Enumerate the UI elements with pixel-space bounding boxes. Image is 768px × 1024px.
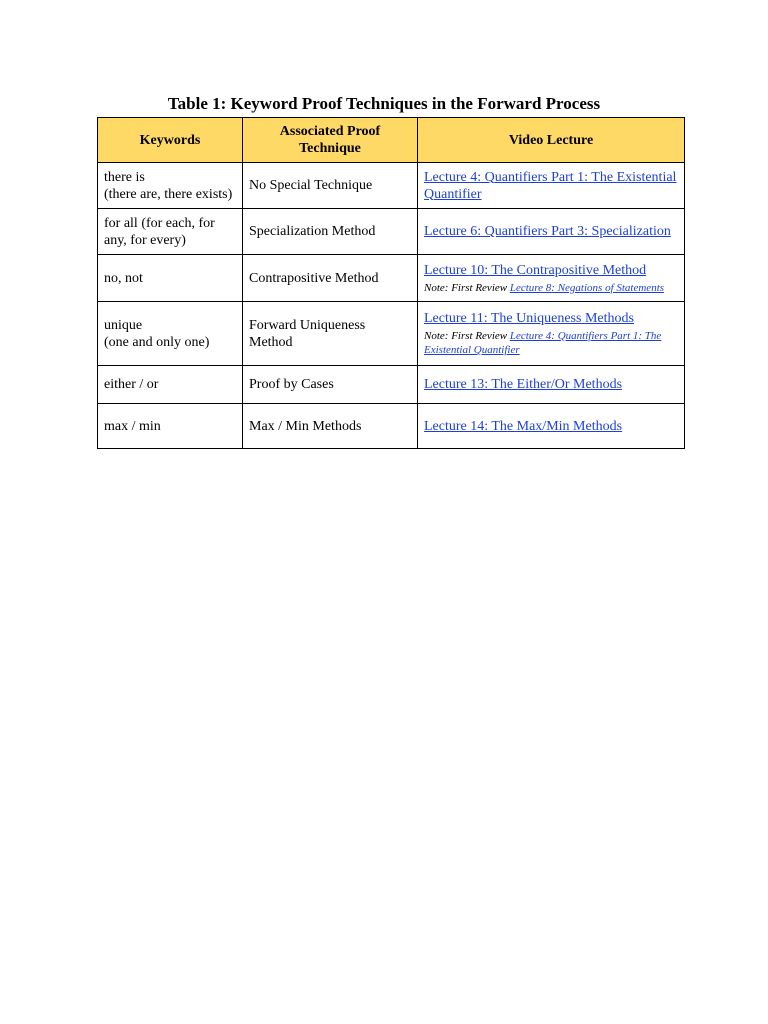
- table-row: [98, 255, 685, 302]
- video-lecture-cell: [418, 255, 685, 302]
- prerequisite-lecture-link[interactable]: Lecture 4: Quantifiers Part 1: The Existential Quantifier: [424, 330, 662, 356]
- keyword-text: no, not: [104, 270, 143, 286]
- keyword-text: either / or: [104, 377, 159, 392]
- video-lecture-cell: [418, 302, 685, 366]
- keyword-text: (one and only one): [104, 334, 210, 350]
- video-lecture-cell: [418, 163, 685, 209]
- technique-cell: Proof by Cases: [243, 366, 418, 404]
- technique-cell: Forward Uniqueness Method: [243, 302, 418, 366]
- keywords-cell: [98, 302, 243, 366]
- technique-cell: No Special Technique: [243, 163, 418, 209]
- header-video-lecture: Video Lecture: [418, 118, 685, 163]
- lecture-link[interactable]: Lecture 13: The Either/Or Methods: [424, 377, 623, 392]
- keyword-text: for all (for each, for any, for every): [104, 215, 215, 248]
- table-row: [98, 366, 685, 404]
- table-row: [98, 209, 685, 255]
- lecture-link[interactable]: Lecture 6: Quantifiers Part 3: Specialization: [424, 224, 671, 239]
- keywords-cell: [98, 163, 243, 209]
- prerequisite-lecture-link[interactable]: Lecture 8: Negations of Statements: [509, 281, 665, 294]
- table-title: Table 1: Keyword Proof Techniques in the Forward Process: [167, 94, 601, 113]
- header-associated-proof-technique: Associated Proof Technique: [243, 118, 418, 163]
- keywords-cell: [98, 209, 243, 255]
- prerequisite-note: [424, 329, 678, 357]
- keyword-text: max / min: [104, 418, 161, 434]
- header-keywords: Keywords: [98, 118, 243, 163]
- video-lecture-cell: [418, 404, 685, 449]
- keywords-cell: [98, 366, 243, 404]
- note-prefix: Note: First Review: [424, 330, 510, 342]
- proof-techniques-table: [97, 117, 685, 449]
- keywords-cell: [98, 404, 243, 449]
- video-lecture-cell: [418, 366, 685, 404]
- keyword-text: (there are, there exists): [104, 186, 233, 202]
- keyword-text: there is: [104, 169, 145, 185]
- keyword-text: unique: [104, 317, 143, 333]
- technique-cell: Contrapositive Method: [243, 255, 418, 302]
- technique-cell: Specialization Method: [243, 209, 418, 255]
- table-header-row: [98, 118, 685, 163]
- prerequisite-note: [424, 281, 678, 295]
- table-row: [98, 163, 685, 209]
- lecture-link[interactable]: Lecture 10: The Contrapositive Method: [424, 262, 647, 278]
- technique-cell: Max / Min Methods: [243, 404, 418, 449]
- video-lecture-cell: [418, 209, 685, 255]
- keywords-cell: [98, 255, 243, 302]
- note-prefix: Note: First Review: [424, 281, 510, 294]
- lecture-link[interactable]: Lecture 14: The Max/Min Methods: [424, 418, 623, 434]
- table-row: [98, 404, 685, 449]
- table-row: [98, 302, 685, 366]
- lecture-link[interactable]: Lecture 11: The Uniqueness Methods: [424, 311, 634, 326]
- lecture-link[interactable]: Lecture 4: Quantifiers Part 1: The Existential Quantifier: [424, 169, 677, 202]
